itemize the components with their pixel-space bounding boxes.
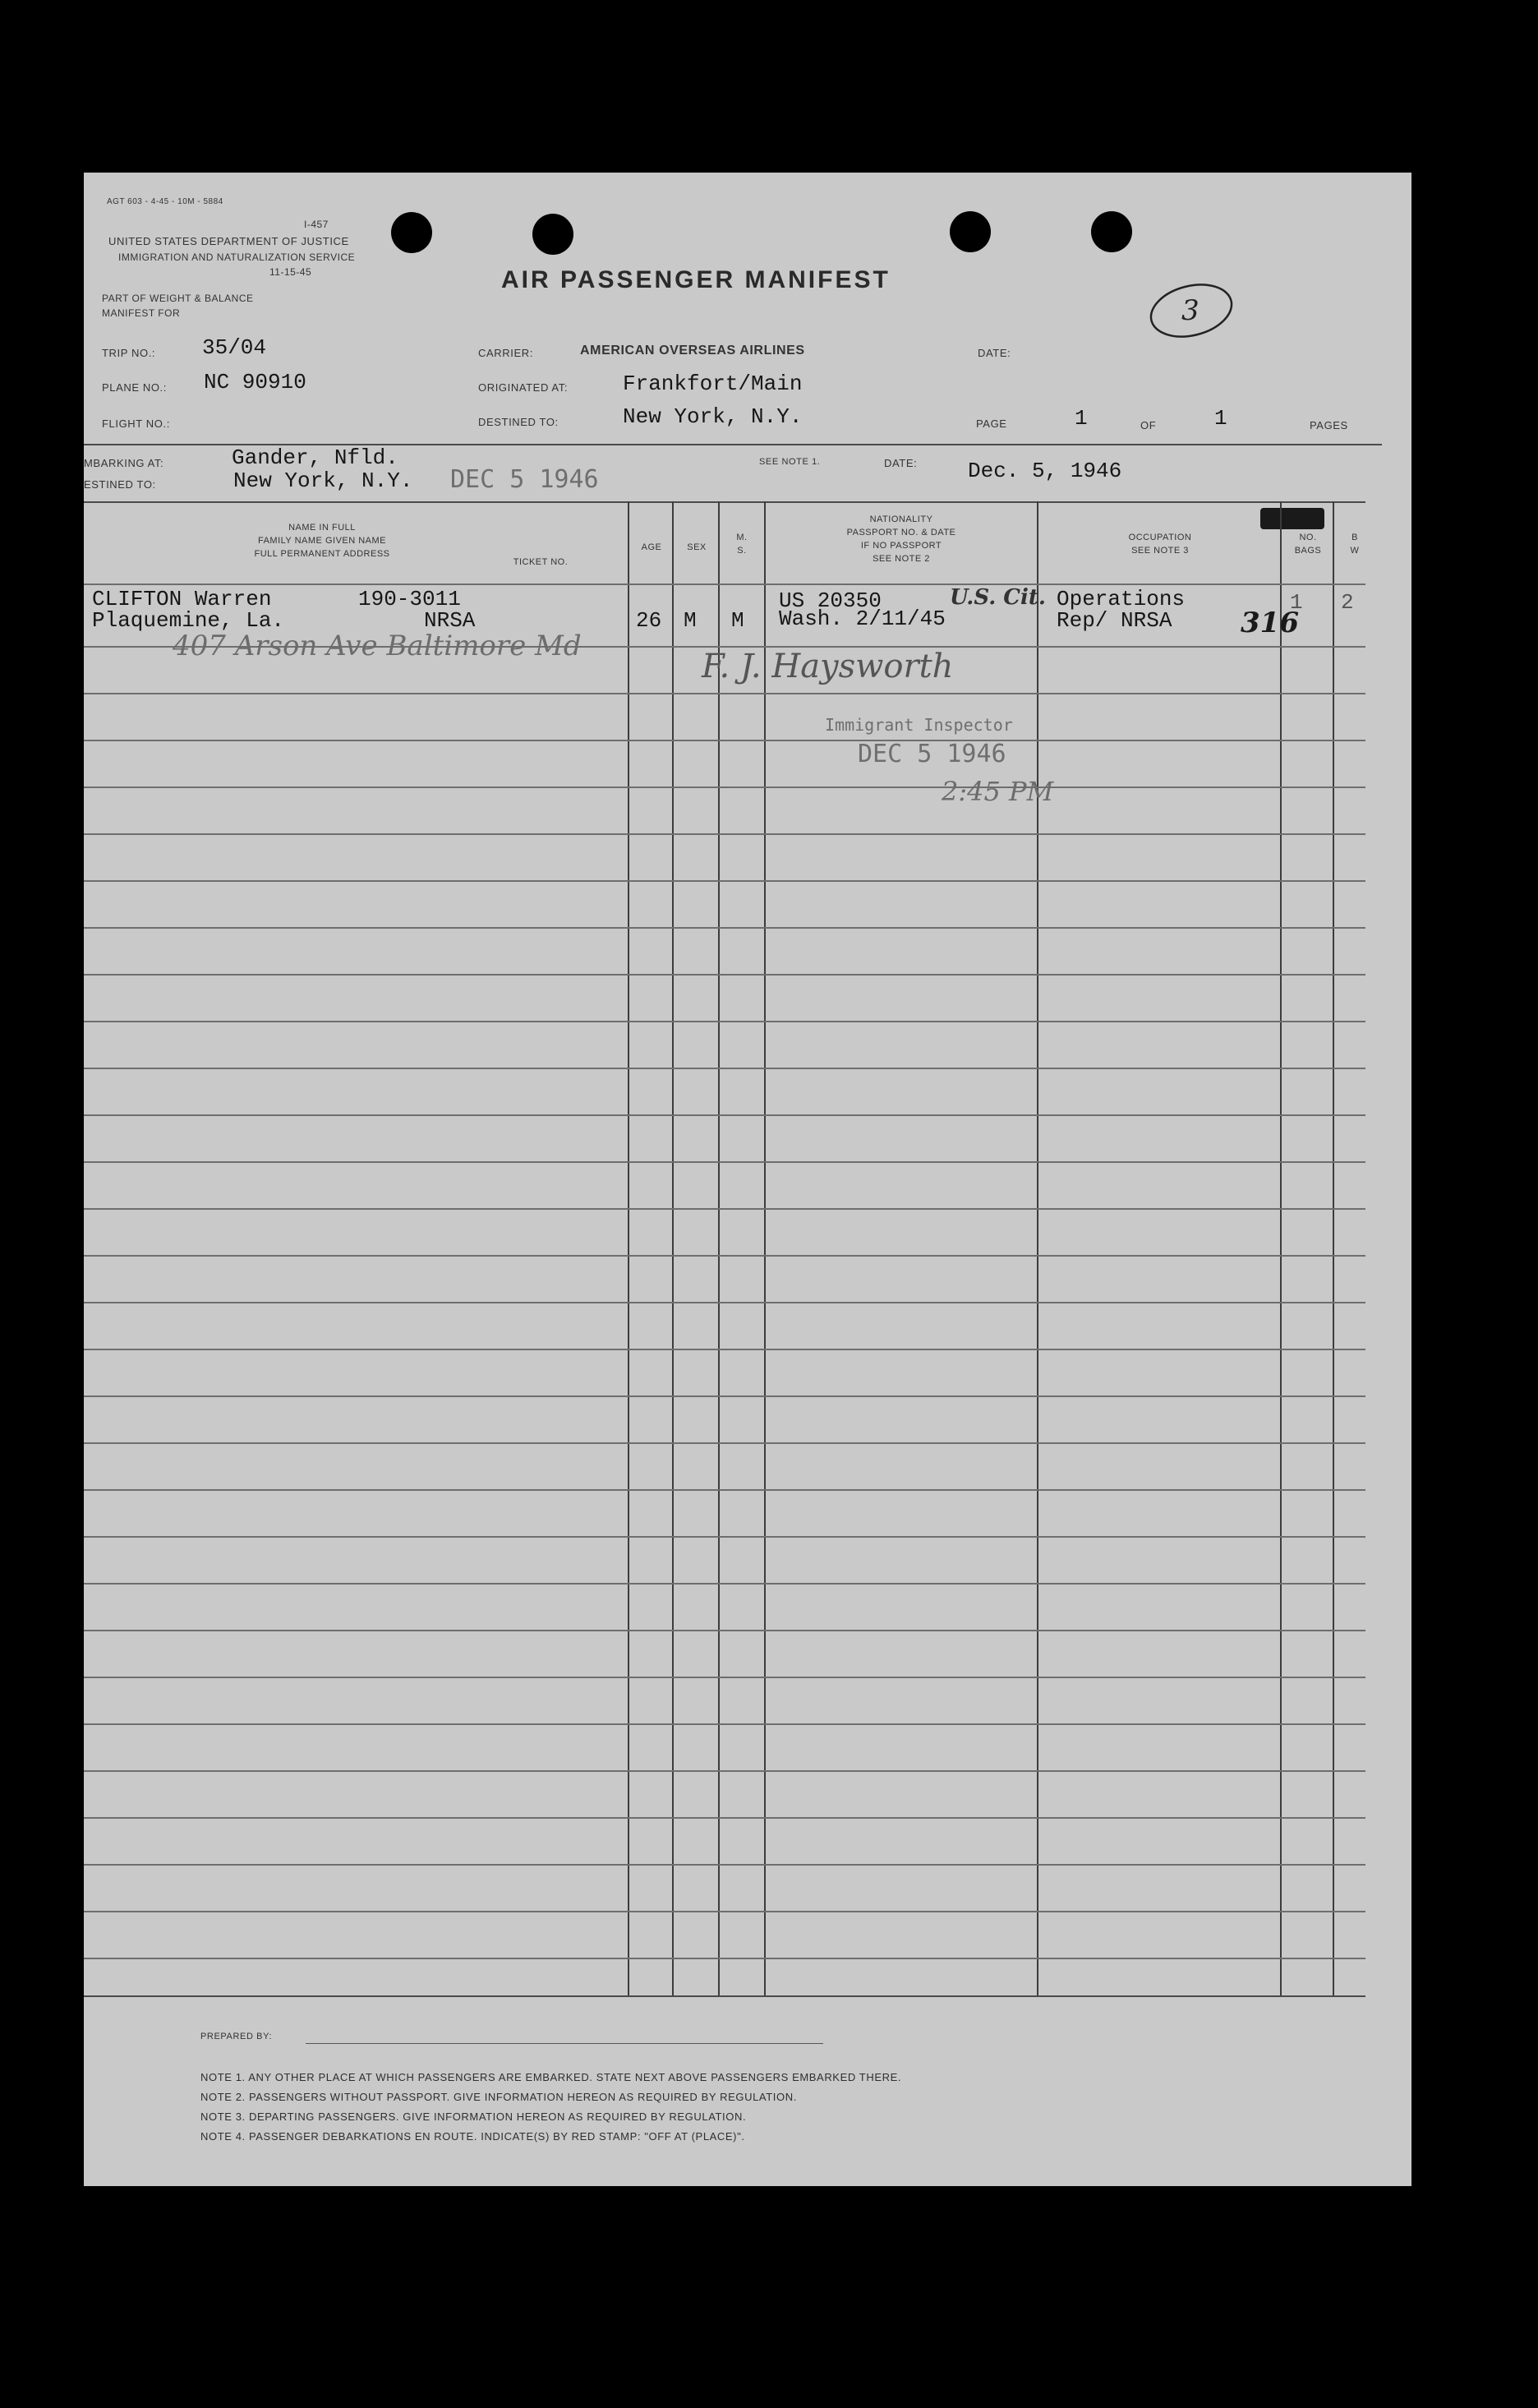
table-row-line — [84, 1302, 1365, 1303]
flight-label: FLIGHT NO.: — [102, 417, 170, 430]
page-label: PAGE — [976, 417, 1007, 430]
manifest-sheet — [84, 173, 1411, 2186]
table-row-line — [84, 1255, 1365, 1257]
table-top-rule — [84, 501, 1365, 503]
table-row-line — [84, 1349, 1365, 1350]
column-header-bags — [1282, 531, 1334, 557]
table-row-line — [84, 1817, 1365, 1819]
weight-balance-label-2: MANIFEST FOR — [102, 307, 181, 319]
service-name: IMMIGRATION AND NATURALIZATION SERVICE — [118, 251, 356, 263]
destined-value: New York, N.Y. — [623, 404, 803, 429]
table-row-line — [84, 1161, 1365, 1163]
table-row-line — [84, 1114, 1365, 1116]
prepared-by-label: PREPARED BY: — [200, 2032, 273, 2041]
column-header-occupation-text: OCCUPATION SEE NOTE 3 — [1128, 533, 1192, 556]
passenger-ticket: 190-3011 — [358, 587, 461, 611]
column-header-ms — [720, 531, 764, 557]
embark-destined-value: New York, N.Y. — [233, 468, 413, 493]
redaction-mark — [1260, 508, 1324, 529]
citizenship-annotation: U.S. Cit. — [950, 585, 1046, 610]
prepared-by-line — [306, 2043, 823, 2044]
carrier-label: CARRIER: — [478, 347, 533, 359]
circled-number — [1145, 279, 1234, 342]
punch-hole — [532, 214, 573, 255]
table-row — [84, 585, 1365, 662]
see-note-label: SEE NOTE 1. — [759, 457, 821, 467]
column-header-bags-text: NO. BAGS — [1294, 533, 1322, 556]
table-row-line — [84, 974, 1365, 976]
embarking-value: Gander, Nfld. — [232, 445, 398, 470]
embark-date-label: DATE: — [884, 457, 918, 469]
weight-balance-label: PART OF WEIGHT & BALANCE — [102, 293, 254, 304]
department-name: UNITED STATES DEPARTMENT OF JUSTICE — [108, 235, 349, 247]
arrival-stamp: DEC 5 1946 — [450, 465, 599, 494]
punch-hole — [391, 212, 432, 253]
note-4: NOTE 4. PASSENGER DEBARKATIONS EN ROUTE. INDICATE(S) BY RED STAMP: "OFF AT (PLACE)". — [200, 2130, 745, 2143]
plane-value: NC 90910 — [204, 370, 306, 394]
table-row-line — [84, 1911, 1365, 1912]
form-date: 11-15-45 — [269, 266, 312, 278]
circled-number-text: 3 — [1181, 294, 1200, 327]
note-3: NOTE 3. DEPARTING PASSENGERS. GIVE INFORMATION HEREON AS REQUIRED BY REGULATION. — [200, 2110, 747, 2123]
punch-hole — [1091, 211, 1132, 252]
column-header-occupation — [1038, 531, 1282, 557]
note-1: NOTE 1. ANY OTHER PLACE AT WHICH PASSENGERS ARE EMBARKED. STATE NEXT ABOVE PASSENGERS EMBARKED THERE. — [200, 2071, 902, 2083]
table-row-line — [84, 880, 1365, 882]
originated-label: ORIGINATED AT: — [478, 381, 569, 394]
passenger-passport-date: Wash. 2/11/45 — [779, 607, 946, 631]
passenger-occupation: Operations — [1057, 587, 1186, 611]
of-label: OF — [1140, 419, 1157, 431]
embark-destined-label: ESTINED TO: — [84, 478, 156, 491]
page-total: 1 — [1214, 406, 1227, 431]
table-row-line — [84, 927, 1365, 929]
trip-value: 35/04 — [202, 335, 267, 360]
date-label: DATE: — [978, 347, 1011, 359]
passenger-weight: 2 — [1341, 590, 1354, 615]
table-row-line — [84, 1021, 1365, 1022]
column-header-ms-text: M. S. — [736, 533, 748, 556]
plane-label: PLANE NO.: — [102, 381, 167, 394]
table-row-line — [84, 1442, 1365, 1444]
table-row-line — [84, 1770, 1365, 1772]
table-row-line — [84, 1677, 1365, 1678]
passenger-bags: 1 — [1290, 590, 1303, 615]
table-header-rule — [84, 584, 1365, 585]
handwritten-address: 407 Arson Ave Baltimore Md — [173, 630, 582, 662]
destined-label: DESTINED TO: — [478, 416, 559, 428]
column-header-age: AGE — [641, 542, 662, 552]
table-bottom-rule — [84, 1995, 1365, 1997]
column-header-weight — [1334, 531, 1375, 557]
passenger-passport: US 20350 — [779, 588, 882, 613]
note-2: NOTE 2. PASSENGERS WITHOUT PASSPORT. GIVE INFORMATION HEREON AS REQUIRED BY REGULATION. — [200, 2091, 797, 2103]
column-header-name-text: NAME IN FULL FAMILY NAME GIVEN NAME FULL PERMANENT ADDRESS — [254, 523, 390, 559]
table-row-line — [84, 787, 1365, 788]
carrier-value: AMERICAN OVERSEAS AIRLINES — [580, 344, 805, 358]
table-row-line — [84, 740, 1365, 741]
bags-annotation: 316 — [1241, 607, 1299, 639]
table-row-line — [84, 1864, 1365, 1866]
column-header-ticket: TICKET NO. — [513, 557, 569, 567]
table-row-line — [84, 1630, 1365, 1631]
column-header-sex: SEX — [687, 542, 707, 552]
page-number: 1 — [1075, 406, 1088, 431]
punch-hole — [950, 211, 991, 252]
originated-value: Frankfort/Main — [623, 371, 803, 396]
passenger-age: 26 — [636, 608, 662, 633]
table-row-line — [84, 693, 1365, 694]
table-row-line — [84, 1583, 1365, 1585]
table-row-line — [84, 1395, 1365, 1397]
column-header-weight-text: B W — [1350, 533, 1360, 556]
trip-label: TRIP NO.: — [102, 347, 156, 359]
agency-code: AGT 603 - 4-45 - 10M - 5884 — [107, 197, 223, 206]
passenger-table — [84, 501, 1382, 1999]
table-row-line — [84, 1208, 1365, 1210]
inspector-signature: F. J. Haysworth — [702, 648, 954, 685]
table-row-line — [84, 1489, 1365, 1491]
table-row-line — [84, 1068, 1365, 1069]
passenger-hometown: Plaquemine, La. — [92, 608, 285, 633]
table-row-line — [84, 1958, 1365, 1959]
inspector-title: Immigrant Inspector — [825, 715, 1013, 735]
form-number: I-457 — [304, 219, 329, 230]
table-row-line — [84, 833, 1365, 835]
inspection-date-stamp: DEC 5 1946 — [858, 740, 1006, 768]
passenger-marital-status: M — [731, 608, 744, 633]
passenger-ticket-note: NRSA — [424, 608, 476, 633]
embarking-label: MBARKING AT: — [84, 457, 164, 469]
table-row-line — [84, 1536, 1365, 1538]
inspection-time: 2:45 PM — [942, 776, 1054, 807]
passenger-name: CLIFTON Warren — [92, 587, 272, 611]
pages-label: PAGES — [1310, 419, 1348, 431]
column-header-nationality-text: NATIONALITY PASSPORT NO. & DATE IF NO PASSPORT SEE NOTE 2 — [846, 514, 956, 564]
column-header-nationality — [766, 513, 1037, 565]
column-header-name — [199, 521, 445, 560]
table-row-line — [84, 1723, 1365, 1725]
embark-date-value: Dec. 5, 1946 — [968, 459, 1122, 483]
passenger-occupation-2: Rep/ NRSA — [1057, 608, 1172, 633]
passenger-sex: M — [684, 608, 697, 633]
page-title: AIR PASSENGER MANIFEST — [501, 266, 891, 293]
